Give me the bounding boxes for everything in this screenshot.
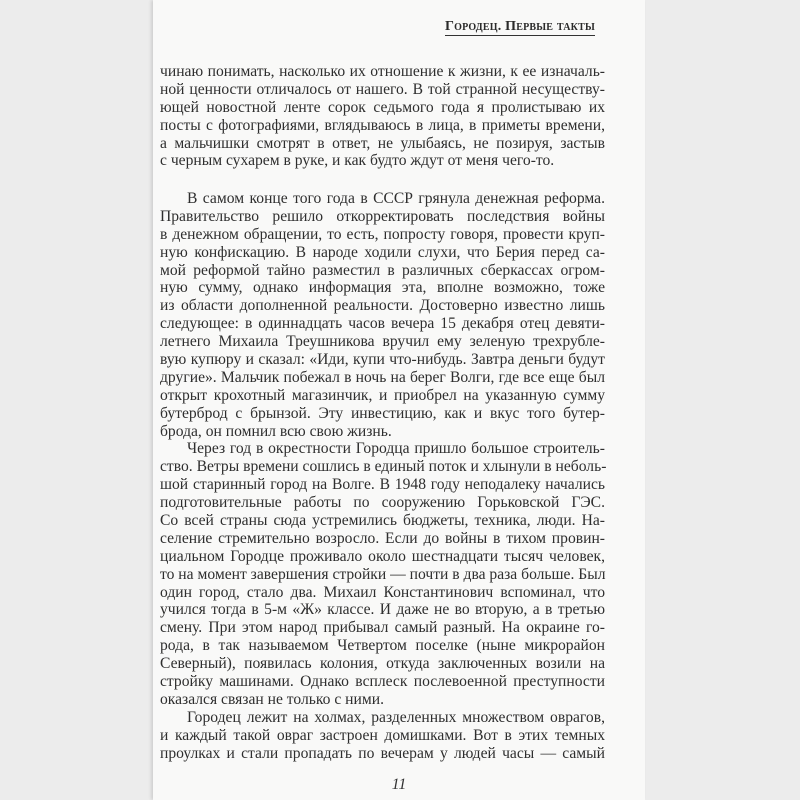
text-line: селение стремительно возросло. Если до войны в тихом провин-	[160, 529, 605, 547]
text-line: и каждый такой овраг застроен домишками. Вот в этих темных	[160, 726, 605, 744]
text-line: Через год в окрестности Городца пришло большое строитель-	[187, 440, 605, 458]
text-line: оказался связан не только с ними.	[160, 690, 384, 708]
text-line: ную конфискацию. В народе ходили слухи, что Берия перед са-	[160, 243, 605, 261]
text-block-first	[160, 63, 605, 170]
text-line: с черным сухарем в руке, и как будто ждут от меня чего-то.	[160, 152, 555, 170]
text-line: другие». Мальчик побежал в ночь на берег Волги, где все еще был	[160, 368, 605, 386]
text-line: шой старинный город на Волге. В 1948 году неподалеку начались	[160, 476, 605, 494]
book-page	[153, 0, 645, 800]
text-line: В самом конце того года в СССР грянула денежная реформа.	[187, 190, 605, 207]
text-line: ную сумму, однако информация эта, вполне возможно, тоже	[160, 279, 605, 297]
text-line: посты с фотографиями, вглядываюсь в лица, в приметы времени,	[160, 116, 605, 134]
text-line: циальном Городце проживало около шестнадцати тысяч человек,	[160, 547, 605, 565]
text-line: в денежном обращении, то есть, попросту говоря, провести круп-	[160, 225, 605, 243]
text-block-main	[160, 190, 605, 763]
paragraph	[160, 63, 605, 170]
page-number: 11	[391, 776, 407, 793]
text-line: Со всей страны сюда устремились бюджеты, техника, люди. На-	[160, 512, 605, 530]
text-line: учился тогда в 5-м «Ж» классе. И даже не во вторую, а в третью	[160, 601, 605, 619]
text-line: летнего Михаила Треушникова вручил ему зеленую трехрубле-	[160, 333, 605, 351]
text-line: брода, он помнил всю свою жизнь.	[160, 422, 392, 440]
text-line: бутерброд с брынзой. Эту инвестицию, как и вкус того бутер-	[160, 404, 605, 422]
text-line: то на момент завершения стройки — почти в два раза больше. Был	[160, 565, 606, 583]
text-line: рода, в так называемом Четвертом поселке (ныне микрорайон	[160, 637, 605, 655]
running-header: Городец. Первые такты	[444, 19, 595, 34]
paragraph	[160, 440, 605, 708]
text-line: а мальчишки смотрят в ответ, не улыбаясь, не позируя, застыв	[160, 134, 605, 152]
text-line: ство. Ветры времени сошлись в единый поток и хлынули в неболь-	[160, 458, 607, 476]
text-line: вую купюру и сказал: «Иди, купи что-нибудь. Завтра деньги будут	[160, 351, 605, 369]
text-line: мой реформой тайно разместил в различных сберкассах огром-	[160, 261, 605, 279]
text-line: проулках и стали пропадать по вечерам у людей часы — самый	[160, 744, 605, 762]
text-line: один город, стало два. Михаил Константинович вспоминал, что	[160, 583, 605, 601]
paragraph	[160, 709, 605, 763]
text-line: Городец лежит на холмах, разделенных множеством оврагов,	[187, 708, 605, 726]
text-line: ющей новостной ленте сорок седьмого года я пролистываю их	[160, 98, 605, 116]
paragraph	[160, 190, 605, 440]
text-line: Правительство решило откорректировать последствия войны	[160, 207, 605, 225]
text-line: открыт крохотный магазинчик, и приобрел на указанную сумму	[160, 386, 605, 404]
text-line: Северный), появилась колония, откуда заключенных возили на	[160, 655, 605, 673]
text-line: стройку машинами. Однако всплеск послевоенной преступности	[160, 673, 605, 691]
text-line: следующее: в одиннадцать часов вечера 15 декабря отец девяти-	[160, 315, 605, 333]
text-line: из области дополненной реальности. Достоверно известно лишь	[160, 297, 605, 315]
text-line: подготовительные работы по сооружению Горьковской ГЭС.	[160, 494, 605, 512]
text-line: смену. При этом народ прибывал самый разный. На окраине го-	[160, 619, 605, 637]
text-line: чинаю понимать, насколько их отношение к жизни, к ее изначаль-	[160, 63, 605, 80]
text-line: ной ценности отличалось от нашего. В той странной несуществу-	[160, 80, 605, 98]
